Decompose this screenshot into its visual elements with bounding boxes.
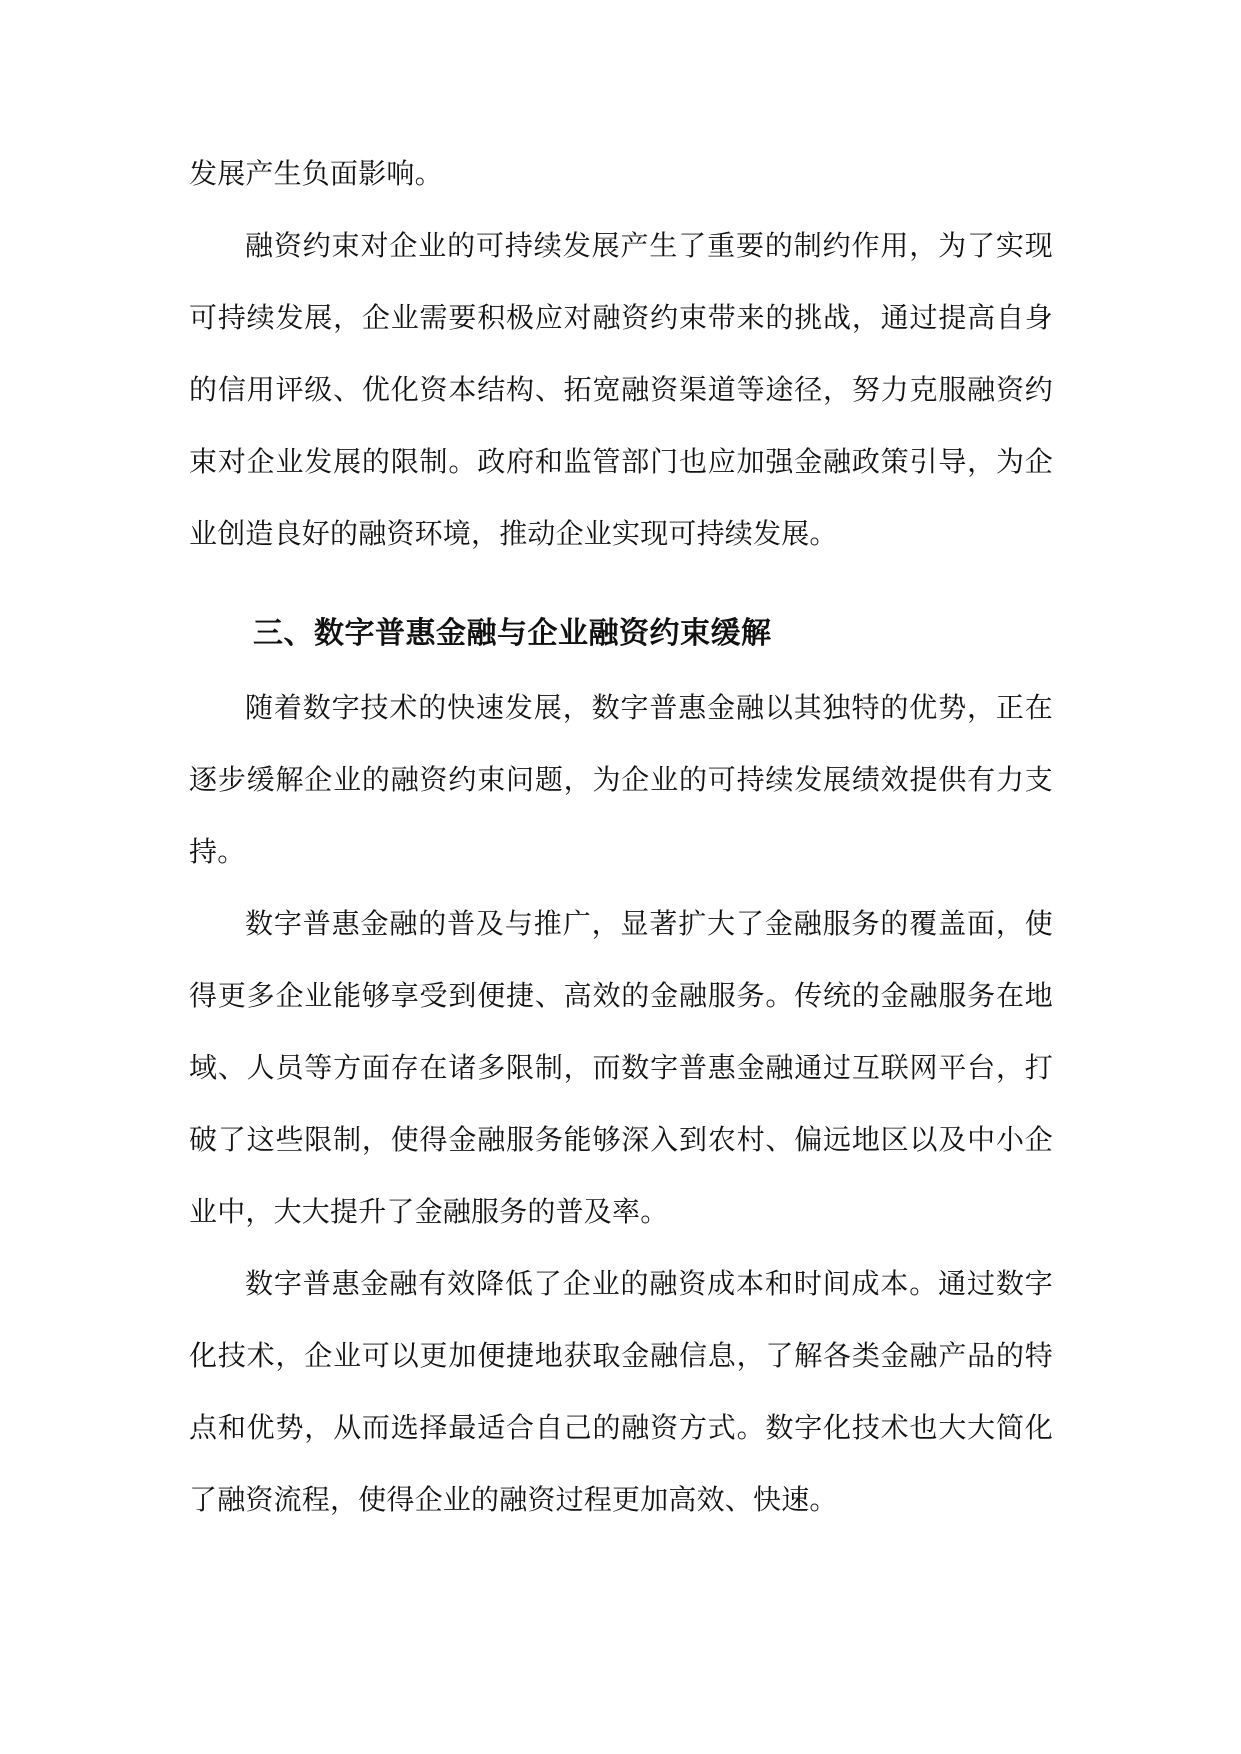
document-body	[189, 138, 1053, 1536]
paragraph-financing-constraint-summary: 融资约束对企业的可持续发展产生了重要的制约作用，为了实现可持续发展，企业需要积极应对融资约束带来的挑战，通过提高自身的信用评级、优化资本结构、拓宽融资渠道等途径，努力克服融资约束对企业发展的限制。政府和监管部门也应加强金融政策引导，为企业创造良好的融资环境，推动企业实现可持续发展。	[189, 229, 1053, 550]
paragraph-continuation: 发展产生负面影响。	[189, 157, 443, 190]
paragraph-coverage-expansion: 数字普惠金融的普及与推广，显著扩大了金融服务的覆盖面，使得更多企业能够享受到便捷、高效的金融服务。传统的金融服务在地域、人员等方面存在诸多限制，而数字普惠金融通过互联网平台，打破了这些限制，使得金融服务能够深入到农村、偏远地区以及中小企业中，大大提升了金融服务的普及率。	[189, 907, 1053, 1228]
section-heading: 三、数字普惠金融与企业融资约束缓解	[253, 616, 772, 651]
paragraph-cost-reduction: 数字普惠金融有效降低了企业的融资成本和时间成本。通过数字化技术，企业可以更加便捷地获取金融信息，了解各类金融产品的特点和优势，从而选择最适合自己的融资方式。数字化技术也大大简化了融资流程，使得企业的融资过程更加高效、快速。	[189, 1267, 1053, 1516]
paragraph-digital-tech-intro: 随着数字技术的快速发展，数字普惠金融以其独特的优势，正在逐步缓解企业的融资约束问题，为企业的可持续发展绩效提供有力支持。	[189, 691, 1053, 868]
